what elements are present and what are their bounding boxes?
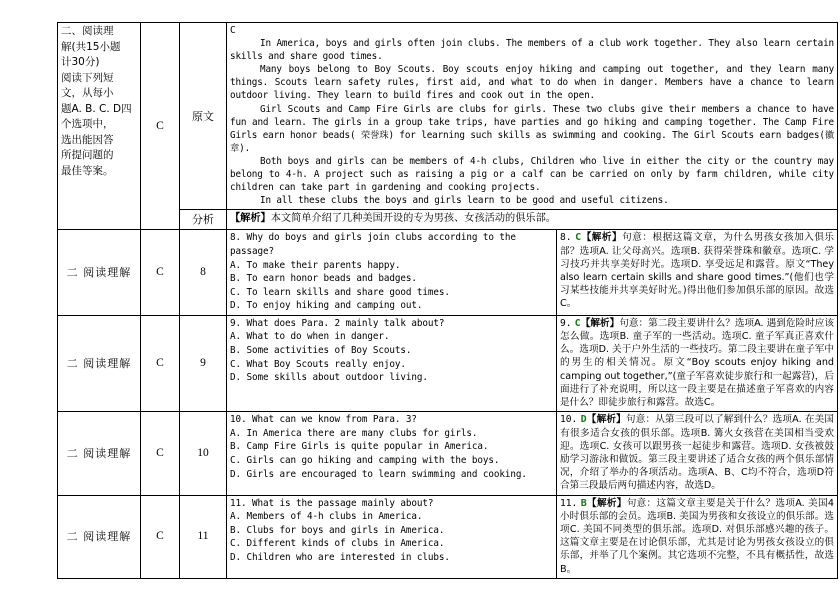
question-8-option-b[interactable]: B. To earn honor beads and badges. [230,273,417,285]
row-kind-original: 原文 [180,23,227,210]
section-title-line-3: 阅读下列短 [61,71,114,84]
question-8-option-a[interactable]: A. To make their parents happy. [230,259,401,271]
exam-table [57,22,838,579]
table-row-question-11 [58,495,838,578]
explanation-10-tag: 【解析】 [586,414,626,426]
analysis-tag: 【解析】 [230,213,271,225]
explanation-9 [557,315,838,411]
section-title-line-7: 选出能因答 [61,133,114,146]
question-9-option-d[interactable]: D. Some skills about outdoor living. [230,372,428,384]
row-answer-mark-10: C [141,412,180,495]
explanation-8-text: 句意：根据这篇文章，为什么男孩女孩加入俱乐部？选项A. 让父母高兴。选项B. 获得荣誉珠和徽章。选项C. 学习技巧并共享美好时光。选项D. 享受远足和露营。原文“They also learn certain skills and share good times.”(他们也学习某些技能并共享美好时光。)得出他们参加俱乐部的原因。故选C。 [560,232,835,310]
explanation-10-number: 10. [560,414,578,426]
question-10-option-d[interactable]: D. Girls are encouraged to learn swimming and cooking. [230,468,527,480]
explanation-10-text: 句意：从第三段可以了解到什么？选项A. 在美国有很多适合女孩的俱乐部。选项B. 篝火女孩营在美国相当受欢迎。选项C. 女孩可以跟男孩一起徒步和露营。选项D. 女孩被鼓励学习游泳和做饭。第三段主要讲述了适合女孩的两个俱乐部情况，介绍了举办的各项活动。选项A、B、C均不符合，选项D符合第三段最后两句描述内容，故选D。 [560,414,835,492]
row-question-number-9: 9 [180,315,227,411]
passage-label: C [230,25,236,36]
analysis-text: 本文简单介绍了几种美国开设的专为男孩、女孩活动的俱乐部。 [270,213,556,225]
explanation-9-number: 9. [560,317,572,329]
explanation-9-text: 句意：第二段主要讲什么？选项A. 遇到危险时应该怎么做。选项B. 童子军的一些活动。选项C. 童子军真正喜欢什么。选项D. 关于户外生活的一些技巧。第二段主要讲在童子军中的男生的相关情况。原文“Boy scouts enjoy hiking and camping out together,”(童子军喜欢徒步旅行和一起露营)，后面进行了补充说明，所以这一段主要是在描述童子军喜欢的内容是什么？即徒步旅行和露营。故选C。 [560,317,835,409]
row-answer-mark-8: C [141,230,180,316]
explanation-10-answer-key: D [580,414,587,426]
section-title-line-5: 题A. B. C. D四 [61,102,132,115]
passage-paragraph-3: Girl Scouts and Camp Fire Girls are clubs for girls. These two clubs give their members a chance to have fun and learn. The girls in a group take trips, have parties and go hiking and camping together. The Camp Fire Girls earn honor beads( 荣誉珠) for learning such skills as swimming and cooking. The Girl Scouts earn badges(徽章). [230,103,835,154]
explanation-11-tag: 【解析】 [586,497,627,509]
question-10-stem: 10. What can we know from Para. 3? [230,414,417,426]
question-10-option-a[interactable]: A. In America there are many clubs for girls. [230,427,478,439]
passage-paragraph-2: Many boys belong to Boy Scouts. Boy scouts enjoy hiking and camping out together, and they learn many things. Scouts learn safety rules, first aid, and what to do when in danger. Members have a chance to learn outdoor living. They learn to build fires and cook out in the open. [230,64,835,102]
explanation-10 [557,412,838,495]
question-11-option-c[interactable]: C. Different kinds of clubs in America. [230,538,445,550]
question-9-option-c[interactable]: C. What Boy Scouts really enjoy. [230,358,406,370]
row-answer-mark-9: C [141,315,180,411]
passage-analysis [227,210,838,230]
row-answer-mark-11: C [141,495,180,578]
explanation-11-answer-key: B [580,497,587,509]
table-row-passage [58,23,838,210]
row-label-10: 二 阅读理解 [58,412,141,495]
explanation-11-text: 句意：这篇文章主要是关于什么？选项A. 美国4小时俱乐部的会员。选项B. 美国为男孩和女孩设立的俱乐部。选项C. 美国不同类型的俱乐部。选项D. 对俱乐部感兴趣的孩子。这篇文章主要是在讨论俱乐部，尤其是讨论为男孩女孩设立的俱乐部，并举了几个案例。其它选项不完整，不具有概括性，故选B。 [560,497,835,575]
section-answer-mark: C [141,23,180,230]
row-label-11: 二 阅读理解 [58,495,141,578]
question-9-option-a[interactable]: A. What to do when in danger. [230,331,390,343]
row-question-number-11: 11 [180,495,227,578]
question-9-stem: 9. What does Para. 2 mainly talk about? [230,317,445,329]
section-title-line-6: 个选项中， [61,118,114,130]
question-10-option-b[interactable]: B. Camp Fire Girls is quite popular in America. [230,441,489,453]
question-8-option-c[interactable]: C. To learn skills and share good times. [230,286,450,298]
passage-paragraph-4: Both boys and girls can be members of 4-h clubs, Children who live in either the city or the country may belong to 4-h. A project such as raising a pig or a calf can be carried on only by farm children, while city children can take part in gardening and cooking projects. [230,155,835,194]
question-8-stem: 8. Why do boys and girls join clubs according to the passage? [230,232,516,257]
section-description-cell [58,23,141,230]
question-8 [227,230,557,316]
question-11-option-b[interactable]: B. Clubs for boys and girls in America. [230,524,445,536]
question-11-option-d[interactable]: D. Children who are interested in clubs. [230,551,450,563]
explanation-8-number: 8. [560,232,572,244]
question-11 [227,495,557,578]
question-9 [227,315,557,411]
section-title-line-4: 文，从每小 [61,87,114,99]
row-label-9: 二 阅读理解 [58,315,141,411]
section-title-line-0: 二、阅读理 [61,25,114,37]
table-row-question-9 [58,315,838,411]
section-title-line-8: 所提问题的 [61,149,114,161]
question-11-stem: 11. What is the passage mainly about? [230,497,434,509]
explanation-11 [557,495,838,578]
section-title-line-9: 最佳等案。 [61,164,114,177]
section-title-line-2: 计30分) [61,56,100,68]
row-question-number-8: 8 [180,230,227,316]
question-9-option-b[interactable]: B. Some activities of Boy Scouts. [230,345,412,357]
table-row-question-8 [58,230,838,316]
passage-paragraph-5: In all these clubs the boys and girls learn to be good and useful citizens. [260,195,669,207]
explanation-11-number: 11. [560,497,578,509]
explanation-8-tag: 【解析】 [581,232,623,244]
question-10 [227,412,557,495]
passage-paragraph-1: In America, boys and girls often join clubs. The members of a club work together. They also learn certain skills and share good times. [230,38,835,63]
table-row-question-10 [58,412,838,495]
explanation-9-tag: 【解析】 [580,317,620,329]
row-label-8: 二 阅读理解 [58,230,141,316]
section-title-line-1: 解(共15小题 [61,40,121,53]
row-question-number-10: 10 [180,412,227,495]
question-8-option-d[interactable]: D. To enjoy hiking and camping out. [230,300,423,312]
question-10-option-c[interactable]: C. Girls can go hiking and camping with the boys. [230,455,500,467]
reading-passage [227,23,838,210]
explanation-8-answer-key: C [575,232,582,244]
explanation-8 [557,230,838,316]
question-11-option-a[interactable]: A. Members of 4-h clubs in America. [230,511,423,523]
row-kind-analysis: 分析 [180,210,227,230]
explanation-9-answer-key: C [574,317,581,329]
